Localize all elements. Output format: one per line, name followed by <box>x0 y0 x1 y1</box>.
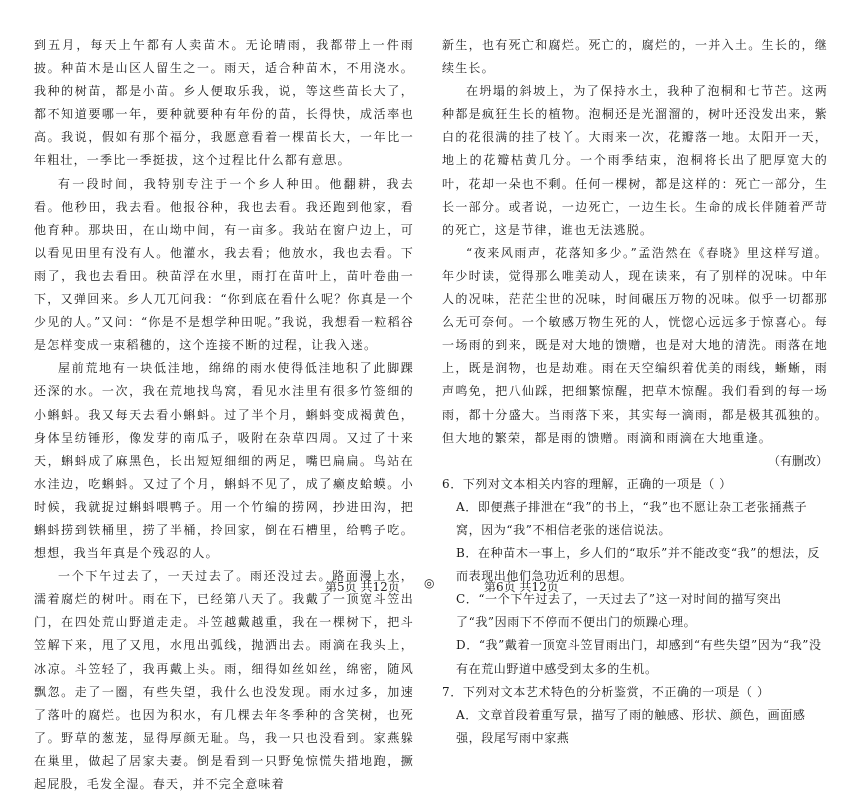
option-b: B．在种苗木一事上，乡人们的“取乐”并不能改变“我”的想法，反而表现出他们急功近利的思想。 <box>456 546 820 584</box>
essay-paragraph: 有一段时间，我特别专注于一个乡人种田。他翻耕，我去看。他秒田，我去看。他报谷种，我也去看。我还跑到他家，看他育种。那块田，在山坳中间，有一亩多。我站在窗户边上，可以看见田里有没有人。他灌水，我去看；他放水，我也去看。下雨了，我也去看田。秧苗浮在水里，雨打在苗叶上，苗叶卷曲一下，又弹回来。乡人兀兀问我：“你到底在看什么呢？你真是一个少见的人。”又问：“你是不是想学种田呢。”我说，我想看一粒稻谷是怎样变成一束稻穗的，这个连接不断的过程，让我入迷。 <box>34 176 414 353</box>
essay-paragraph: “夜来风雨声，花落知多少。”孟浩然在《春晓》里这样写道。年少时读，觉得那么唯美动人，现在读来，有了别样的况味。中年人的况味，茫茫尘世的况味，时间碾压万物的况味。似乎一切都那么无可奈何。一个敏感万物生死的人，恍惚心远远多于惊喜心。每一场雨的到来，既是对大地的馈赠，也是对大地的清洗。雨落在地上，既是润物，也是劫难。雨在天空编织着优美的雨线，蜥蜥，雨声鸣免，把八仙踩，把细繁惊醒，把草木惊醒。我们看到的每一场雨，都十分盛大。当雨落下来，其实每一滴雨，都是极其孤独的。但大地的繁荣，都是雨的馈赠。雨滴和雨滴在大地重逢。 <box>442 245 828 445</box>
option-a: A．即便燕子排泄在“我”的书上，“我”也不愿让杂工老张捅燕子窝，因为“我”不相信老张的迷信说法。 <box>456 499 808 537</box>
essay-paragraph: 一个下午过去了，一天过去了。雨还没过去。路面漫上水，濡着腐烂的树叶。雨在下，已经第八天了。我戴了一顶宽斗笠出门，在四处荒山野道走走。斗笠越戴越重，我在一棵树下，把斗笠解下来，甩了又甩，水甩出弧线，抛洒出去。雨滴在我头上，冰凉。斗笠轻了，我再戴上头。雨，细得如丝如丝，绵密，随风飘忽。走了一圈，有些失望，我什么也没发现。雨水过多，加速了落叶的腐烂。也因为积水，有几棵去年冬季种的含笑树，也死了。野草的葱茏，显得厚颜无耻。鸟，我一只也没看到。家燕躲在巢里，做起了居家夫妻。倒是看到一只野兔惊慌失措地跑，撅起屁股，毛发全湿。春天，并不完全意味着 <box>34 569 414 791</box>
source-note: （有删改） <box>767 453 828 468</box>
question-stem-6: 6．下列对文本相关内容的理解，正确的一项是（ ） <box>442 476 732 491</box>
left-column <box>34 34 414 796</box>
option-c: C．“一个下午过去了，一天过去了”这一对时间的描写突出了“我”因雨下不停而不便出门的烦躁心理。 <box>456 592 782 630</box>
essay-paragraph: 到五月，每天上午都有人卖苗木。无论晴雨，我都带上一件雨披。种苗木是山区人留生之一。雨天，适合种苗木，不用浇水。我种的树苗，都是小苗。乡人便取乐我，说，等这些苗长大了，都不知道要哪一年，要种就要种有年份的苗，长得快，成活率也高。我说，假如有那个福分，我愿意看着一棵苗长大，一年比一年粗壮，一季比一季挺拔，这个过程比什么都有意思。 <box>34 38 414 168</box>
right-column <box>442 34 828 750</box>
essay-paragraph: 新生，也有死亡和腐烂。死亡的，腐烂的，一并入土。生长的，继续生长。 <box>442 38 828 76</box>
page-number-left: 第5页 共12页 <box>325 580 400 594</box>
essay-paragraph: 在坍塌的斜坡上，为了保持水土，我种了泡桐和七节芒。这两种都是疯狂生长的植物。泡桐还是光溜溜的，树叶还没发出来，紫白的花很满的挂了枝丫。大雨来一次，花瓣落一地。太阳开一天，地上的花瓣枯黄几分。一个雨季结束，泡桐将长出了肥厚宽大的叶，花却一朵也不剩。任何一棵树，都是这样的：死亡一部分，生长一部分。或者说，一边死亡，一边生长。生命的成长伴随着严苛的死亡，这是节律，谁也无法逃脱。 <box>442 84 828 237</box>
center-mark-icon: ◎ <box>424 576 435 590</box>
question-stem-7: 7．下列对文本艺术特色的分析鉴赏，不正确的一项是（ ） <box>442 684 770 699</box>
page-number-right: 第6页 共12页 <box>484 580 559 594</box>
essay-paragraph: 屋前荒地有一块低洼地，绵绵的雨水使得低洼地积了此脚踝还深的水。一次，我在荒地找鸟窝，看见水洼里有很多竹签细的小蝌蚪。我又每天去看小蝌蚪。过了半个月，蝌蚪变成褐黄色，身体呈纺锤形，像发芽的南瓜子，吸附在杂草四周。又过了十来天，蝌蚪成了麻黑色，长出短短细细的两足，嘴巴扁扁。鸟站在水洼边，吃蝌蚪。又过了个月，蝌蚪不见了，成了癞皮蛤蟆。小时候，我就捉过蝌蚪喂鸭子。用一个竹编的捞网，抄进田沟，把蝌蚪捞到铁桶里，捞了半桶，拎回家，倒在石槽里，给鸭子吃。想想，我当年真是个残忍的人。 <box>34 361 414 561</box>
option-d: D．“我”戴着一顶宽斗笠冒雨出门，却感到“有些失望”因为“我”没有在荒山野道中感受到太多的生机。 <box>456 638 822 676</box>
option-a: A．文章首段着重写景，描写了雨的触感、形状、颜色，画面感强，段尾写雨中家燕 <box>456 707 806 745</box>
